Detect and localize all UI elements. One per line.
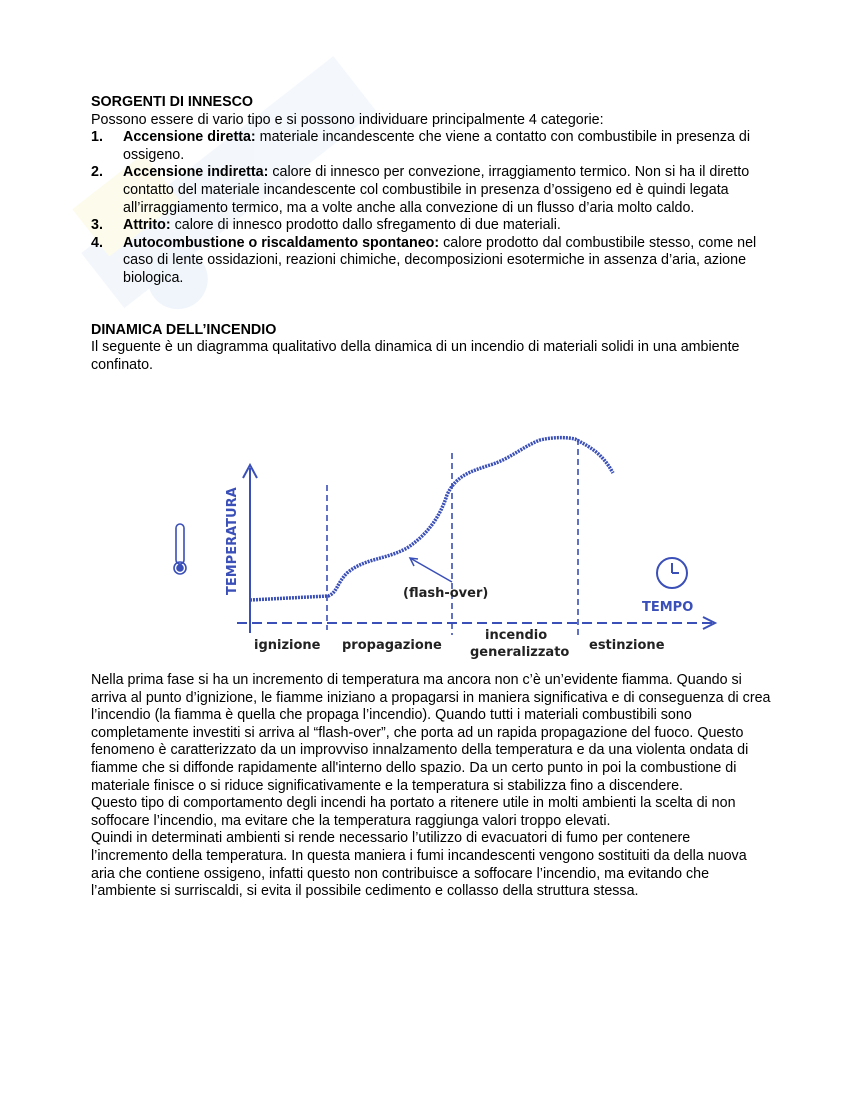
section-title-dinamica: DINAMICA DELL’INCENDIO (91, 321, 277, 338)
flashover-arrow (410, 558, 452, 582)
section-intro-sorgenti: Possono essere di vario tipo e si possono individuare principalmente 4 categorie: (91, 111, 604, 128)
flashover-annotation: (flash-over) (403, 586, 489, 601)
paragraph: Quindi in determinati ambienti si rende necessario l’utilizzo di evacuatori di fumo per contenere l’incremento della temperatura. In questa maniera i fumi incandescenti vengono sostituiti da della nuova aria che contiene ossigeno, infatti questo non contribuisce a soffocare l’incendio, ma evitando che l’ambiente si surriscaldi, si evita il possibile cedimento e collasso della struttura stessa. (91, 830, 747, 900)
x-axis-label: TEMPO (642, 600, 694, 615)
paragraph: Nella prima fase si ha un incremento di temperatura ma ancora non c’è un’evidente fiamma. Quando si arriva al punto d’ignizione, le fiamme iniziano a propagarsi in maniera significativa e di conseguenza di crea l’incendio (la fiamma è quella che propaga l’incendio). Quando tutti i materiali combustibili sono completamente investiti si arriva al “flash-over”, che porta ad un rapida propagazione del fuoco. Questo fenomeno è caratterizzato da un improvviso innalzamento della temperatura e da una violenta ondata di fiamme che si diffonde rapidamente all'interno dello spazio. Da un certo punto in poi la combustione di materiale finisce o si riduce significativamente e la temperatura si stabilizza fino a discendere. (91, 672, 771, 794)
list-item: 3. Attrito: calore di innesco prodotto dallo sfregamento di due materiali. (91, 217, 561, 234)
thermometer-icon (174, 524, 186, 574)
list-item: 1. Accensione diretta: materiale incandescente che viene a contatto con combustibile in presenza di ossigeno. (91, 129, 751, 163)
paragraph: Questo tipo di comportamento degli incendi ha portato a ritenere utile in molti ambienti la scelta di non soffocare l’incendio, ma evitare che la temperatura raggiunga valori troppo elevati. (91, 795, 736, 829)
clock-icon (657, 558, 687, 588)
list-item: 2. Accensione indiretta: calore di innesco per convezione, irraggiamento termico. Non si ha il diretto contatto del materiale incandescente col combustibile in presenza d’ossigeno ed è quindi legata all’irraggiamento termico, ma a volte anche alla convezione di un flusso d’aria molto caldo. (91, 164, 750, 216)
temperature-curve (250, 438, 613, 600)
phase-label-incendio: incendio (485, 628, 548, 643)
section-sorgenti (91, 94, 771, 374)
phase-label-ignizione: ignizione (254, 638, 321, 653)
ignition-sources-list (91, 129, 771, 287)
explanation-text (91, 672, 771, 901)
section-title-sorgenti: SORGENTI DI INNESCO (91, 94, 254, 110)
phase-label-generalizzato: generalizzato (470, 645, 570, 660)
list-item: 4. Autocombustione o riscaldamento spontaneo: calore prodotto dal combustibile stesso, come nel caso di lente ossidazioni, reazioni chimiche, decomposizioni esotermiche in assenza d’aria, azione biologica. (91, 234, 757, 286)
fire-dynamics-diagram (165, 425, 725, 675)
phase-label-propagazione: propagazione (342, 638, 442, 653)
phase-label-estinzione: estinzione (589, 638, 665, 653)
y-axis-label: TEMPERATURA (225, 487, 240, 595)
section-intro-dinamica: Il seguente è un diagramma qualitativo della dinamica di un incendio di materiali solidi in una ambiente confinato. (91, 339, 740, 373)
